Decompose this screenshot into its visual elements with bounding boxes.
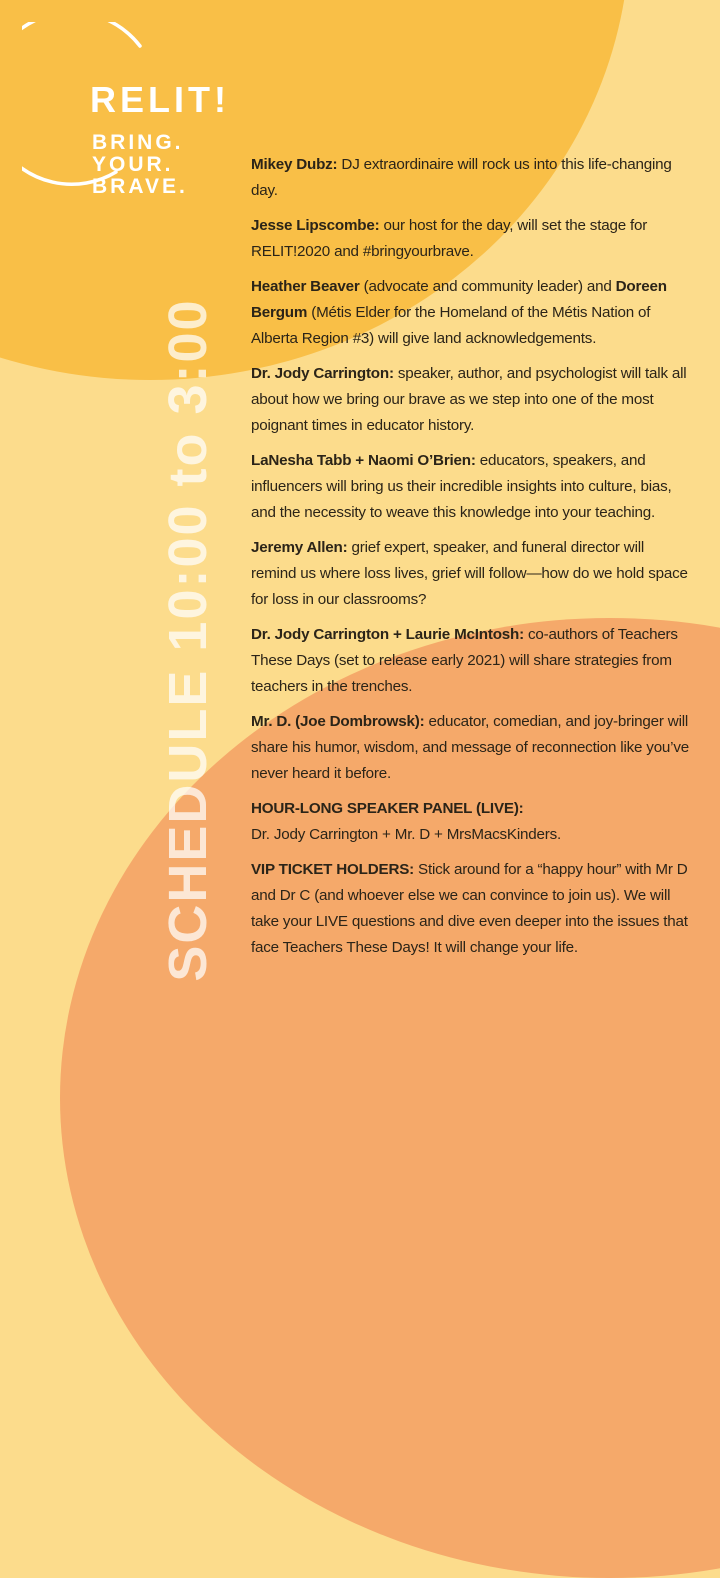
logo-tagline-bring: BRING. <box>92 131 184 154</box>
schedule-item-carrington-mcintosh <box>251 622 691 700</box>
item-description: grief expert, speaker, and funeral director will remind us where loss lives, grief will follow—how do we hold space for loss in our classrooms? <box>251 539 688 608</box>
schedule-item-tabb-obrien <box>251 448 691 526</box>
schedule-heading: SCHEDULE 10:00 to 3:00 <box>158 298 218 982</box>
item-speaker: Heather Beaver <box>251 278 360 295</box>
schedule-item-jody-carrington <box>251 361 691 439</box>
schedule-list <box>251 152 691 970</box>
item-speaker: Mr. D. (Joe Dombrowsk): <box>251 713 425 730</box>
item-description: speaker, author, and psychologist will talk all about how we bring our brave as we step into one of the most poignant times in educator history. <box>251 365 687 434</box>
item-description: educator, comedian, and joy-bringer will share his humor, wisdom, and message of reconnection like you’ve never heard it before. <box>251 713 689 782</box>
item-speaker: Dr. Jody Carrington: <box>251 365 394 382</box>
schedule-item-jesse-lipscombe <box>251 213 691 265</box>
item-speaker-second: Doreen Bergum <box>251 278 667 321</box>
item-description: Dr. Jody Carrington + Mr. D + MrsMacsKinders. <box>251 826 562 843</box>
schedule-item-land-acknowledgements <box>251 274 691 352</box>
logo-tagline-your: YOUR. <box>92 153 174 176</box>
item-speaker: Dr. Jody Carrington + Laurie McIntosh: <box>251 626 524 643</box>
item-description: co-authors of Teachers These Days (set to release early 2021) will share strategies from teachers in the trenches. <box>251 626 678 695</box>
item-description-second: (Métis Elder for the Homeland of the Métis Nation of Alberta Region #3) will give land acknowledgements. <box>251 304 651 347</box>
item-speaker: VIP TICKET HOLDERS: <box>251 861 414 878</box>
item-speaker: Jeremy Allen: <box>251 539 348 556</box>
item-speaker: LaNesha Tabb + Naomi O’Brien: <box>251 452 476 469</box>
item-description: DJ extraordinaire will rock us into this life-changing day. <box>251 156 672 199</box>
item-speaker: HOUR-LONG SPEAKER PANEL (LIVE): <box>251 800 524 817</box>
schedule-item-vip-ticket-holders <box>251 857 691 961</box>
schedule-item-mikey-dubz <box>251 152 691 204</box>
schedule-item-speaker-panel <box>251 796 691 848</box>
item-speaker: Jesse Lipscombe: <box>251 217 380 234</box>
relit-logo <box>22 22 232 198</box>
item-description: educators, speakers, and influencers will bring us their incredible insights into culture, bias, and the necessity to weave this knowledge into your teaching. <box>251 452 672 521</box>
item-description: (advocate and community leader) and <box>359 278 616 295</box>
item-description: Stick around for a “happy hour” with Mr D and Dr C (and whoever else we can convince to join us). We will take your LIVE questions and dive even deeper into the issues that face Teachers These Days! It will change your life. <box>251 861 688 956</box>
item-description: our host for the day, will set the stage for RELIT!2020 and #bringyourbrave. <box>251 217 648 260</box>
schedule-item-jeremy-allen <box>251 535 691 613</box>
item-speaker: Mikey Dubz: <box>251 156 338 173</box>
logo-title: RELIT! <box>90 79 230 120</box>
logo-tagline-brave: BRAVE. <box>92 175 188 198</box>
schedule-item-mr-d <box>251 709 691 787</box>
